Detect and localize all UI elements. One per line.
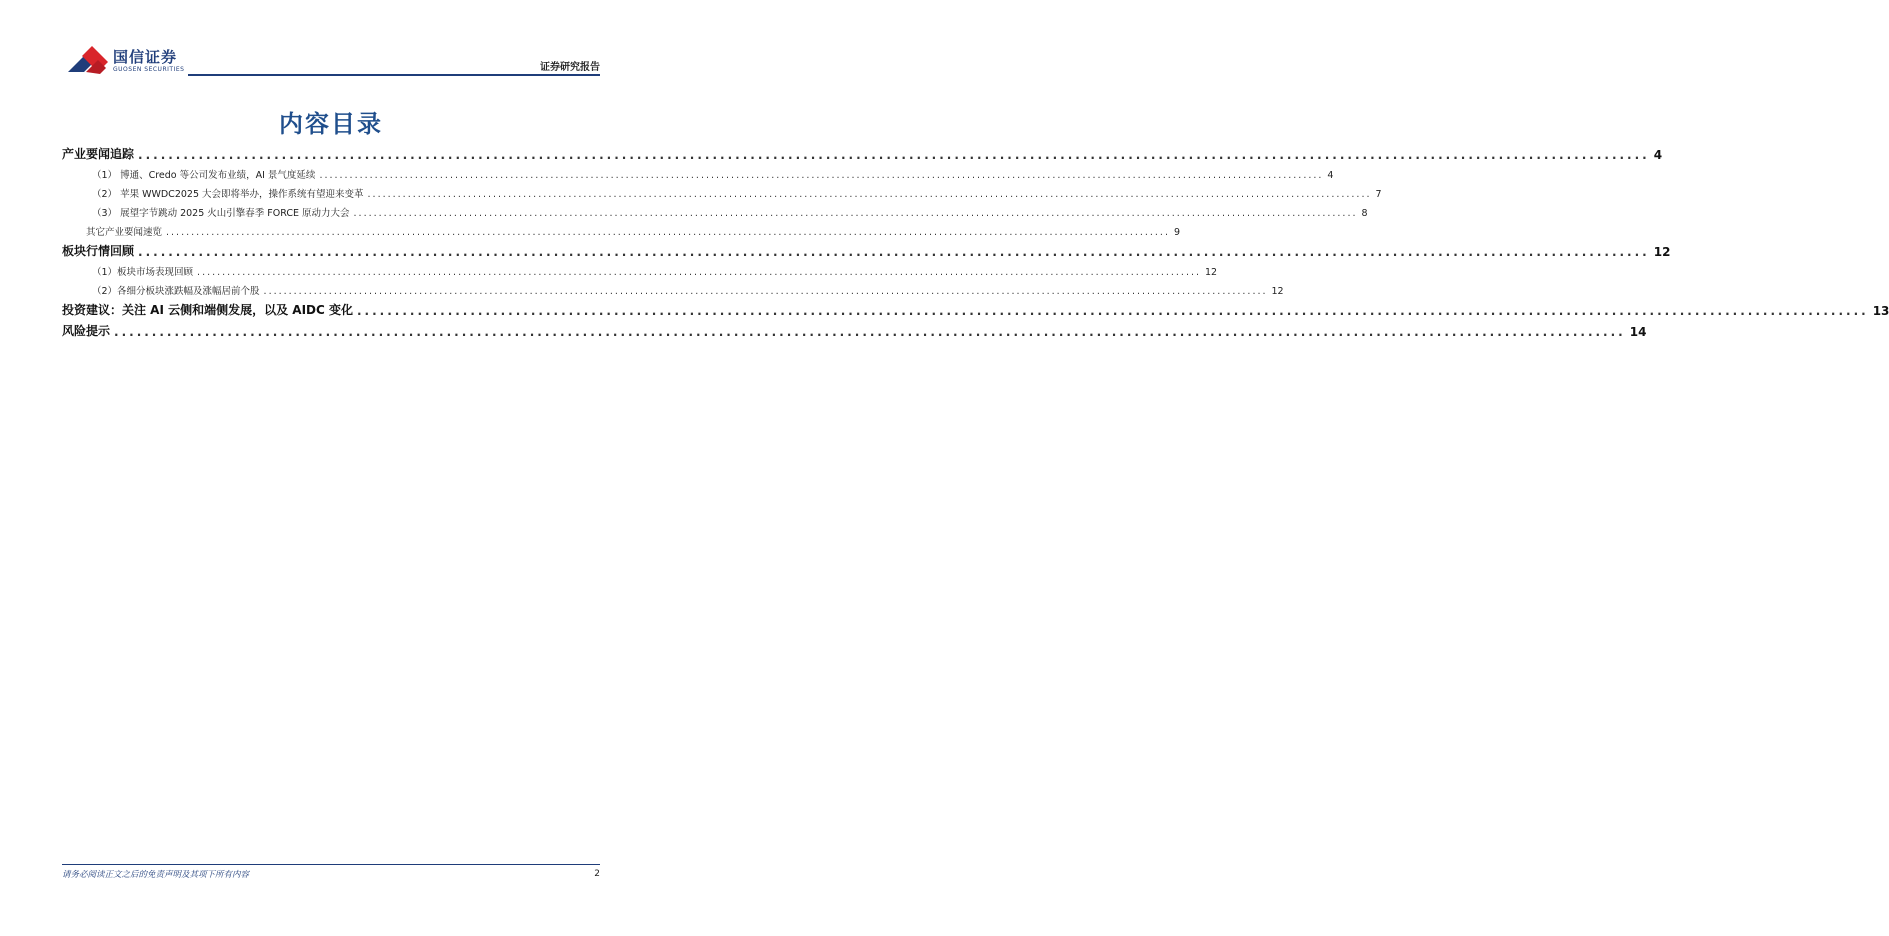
guosen-logo (66, 44, 186, 76)
toc-entry[interactable] (62, 278, 1284, 297)
toc-entry-page: 9 (1173, 227, 1181, 238)
report-type-label: 证券研究报告 (540, 62, 600, 73)
toc-entry-title: 板块行情回顾 (62, 244, 135, 258)
toc-dot-leader: ........................................................................................................................................................................................................ (263, 286, 1268, 297)
toc-entry[interactable] (62, 297, 1889, 318)
toc-entry[interactable] (62, 141, 1663, 162)
toc-entry-page: 7 (1375, 189, 1382, 200)
toc-dot-leader: ........................................................................................................................................................................................................ (353, 208, 1358, 219)
toc-dot-leader: ........................................................................................................................................................................................................ (114, 325, 1626, 339)
toc-dot-leader: ........................................................................................................................................................................................................ (367, 189, 1372, 200)
toc-entry[interactable] (62, 219, 1181, 238)
footer-divider (62, 864, 600, 865)
toc-entry-title: 风险提示 (62, 324, 111, 338)
logo-chinese-name: 国信证券 (113, 48, 178, 66)
toc-entry-title: （2） 苹果 WWDC2025 大会即将举办，操作系统有望迎来变革 (92, 189, 364, 200)
toc-entry-title: （3） 展望字节跳动 2025 火山引擎春季 FORCE 原动力大会 (92, 208, 350, 219)
toc-entry-title: （2）各细分板块涨跌幅及涨幅居前个股 (92, 286, 260, 297)
guosen-logo-icon (66, 46, 110, 76)
toc-entry-page: 12 (1653, 245, 1671, 259)
table-of-contents (62, 141, 1889, 339)
toc-entry-page: 12 (1205, 267, 1218, 278)
toc-entry[interactable] (62, 318, 1647, 339)
toc-entry-page: 4 (1653, 148, 1663, 162)
toc-entry-page: 13 (1872, 304, 1889, 318)
logo-english-name: GUOSEN SECURITIES (113, 66, 185, 73)
toc-entry[interactable] (62, 238, 1671, 259)
toc-entry-page: 12 (1271, 286, 1284, 297)
toc-entry[interactable] (62, 181, 1382, 200)
toc-dot-leader: ........................................................................................................................................................................................................ (138, 245, 1650, 259)
toc-entry-title: （1） 博通、Credo 等公司发布业绩，AI 景气度延续 (92, 170, 316, 181)
toc-dot-leader: ........................................................................................................................................................................................................ (356, 304, 1869, 318)
toc-entry-title: 产业要闻追踪 (62, 147, 135, 161)
footer-page-number: 2 (594, 869, 600, 879)
toc-dot-leader: ........................................................................................................................................................................................................ (319, 170, 1324, 181)
page-header (0, 0, 662, 80)
toc-entry-title: （1）板块市场表现回顾 (92, 267, 194, 278)
toc-entry[interactable] (62, 162, 1334, 181)
page-title: 内容目录 (279, 110, 383, 138)
toc-entry-page: 4 (1327, 170, 1334, 181)
toc-dot-leader: ........................................................................................................................................................................................................ (138, 148, 1650, 162)
toc-entry-title: 投资建议：关注 AI 云侧和端侧发展，以及 AIDC 变化 (62, 303, 353, 317)
footer-disclaimer: 请务必阅读正文之后的免责声明及其项下所有内容 (62, 870, 250, 880)
toc-entry[interactable] (62, 200, 1368, 219)
toc-entry-title: 其它产业要闻速览 (86, 227, 163, 238)
header-divider (188, 74, 600, 76)
toc-dot-leader: ........................................................................................................................................................................................................ (166, 227, 1170, 238)
toc-dot-leader: ........................................................................................................................................................................................................ (197, 267, 1202, 278)
toc-entry-page: 8 (1361, 208, 1368, 219)
toc-entry[interactable] (62, 259, 1218, 278)
toc-entry-page: 14 (1629, 325, 1647, 339)
